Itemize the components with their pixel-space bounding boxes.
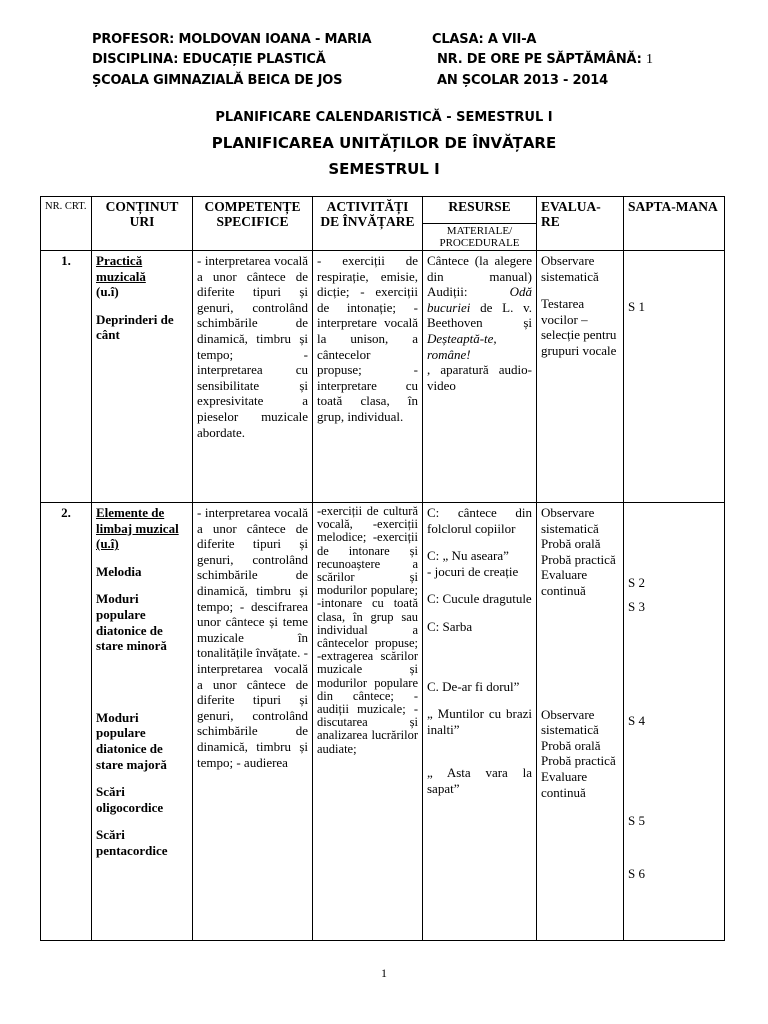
- row-number: 2.: [41, 503, 92, 941]
- continut-cell: [92, 503, 193, 941]
- table-row: [41, 503, 725, 941]
- activitati-cell: -exerciții de cultură vocală, -exerciții melodice; -exerciții de intonare și recunoaștere a scărilor și modurilor populare; -intonare cu toată clasa, în grup sau individual a cântecelor propuse; -extragerea scărilor muzicale și modurilor populare din cântece; - audiții muzicale; -discutarea și analizarea lucrărilor audiate;: [313, 503, 423, 941]
- title-semestrul: SEMESTRUL I: [328, 160, 440, 178]
- disciplina-line: DISCIPLINA: EDUCAȚIE PLASTICĂ: [92, 52, 326, 67]
- continut-title: Practică muzicală: [96, 253, 146, 284]
- saptamana-text: S 3: [628, 598, 645, 614]
- continut-item: Moduri populare diatonice de stare minoră: [96, 591, 167, 654]
- saptamana-cell: [624, 503, 725, 941]
- evaluare-cell: [537, 503, 624, 941]
- resurse-item: C: Cucule dragutule: [427, 591, 532, 607]
- resurse-item: C: Sarba: [427, 618, 473, 634]
- resurse-text: Deșteaptă-te, române!: [427, 330, 497, 362]
- header-resurse: RESURSE: [423, 197, 537, 224]
- header-evaluare: EVALUA-RE: [537, 197, 624, 251]
- nr-ore-line: [437, 52, 653, 68]
- title-planificarea-unitatilor: PLANIFICAREA UNITĂȚILOR DE ÎNVĂȚARE: [211, 134, 557, 152]
- resurse-item: C. De-ar fi dorul”: [427, 678, 520, 694]
- saptamana-text: S 4: [628, 713, 645, 729]
- profesor-line: PROFESOR: MOLDOVAN IOANA - MARIA: [92, 32, 372, 47]
- header-competente: COMPETENȚE SPECIFICE: [193, 197, 313, 251]
- header-activitati: ACTIVITĂȚI DE ÎNVĂȚARE: [313, 197, 423, 251]
- competente-cell: - interpretarea vocală a unor cântece de diferite tipuri și genuri, controlând schimbările de dinamică, timbru și tempo; - descifrarea unor cântece și teme muzicale în tonalitățile învățate. - interpretarea vocală a unor cântece de diferite tipuri și genuri, controlând schimbările de dinamică, timbru și tempo; - audierea: [193, 503, 313, 941]
- header-nr-crt: NR. CRT.: [41, 197, 92, 251]
- title-planificare-calendaristica: PLANIFICARE CALENDARISTICĂ - SEMESTRUL I: [215, 110, 553, 125]
- resurse-item: „ Muntilor cu brazi inalti”: [427, 706, 532, 737]
- continut-cell: [92, 251, 193, 503]
- continut-item: Scări oligocordice: [96, 784, 164, 815]
- header-materiale: MATERIALE/ PROCEDURALE: [423, 224, 537, 251]
- nr-ore-value: 1: [645, 52, 653, 67]
- continut-ui: (u.î): [96, 284, 119, 300]
- header-continuturi: CONȚINUT URI: [92, 197, 193, 251]
- saptamana-text: S 5: [628, 812, 645, 828]
- planning-table: [40, 196, 725, 941]
- resurse-text: de L. v. Beethoven și: [427, 299, 532, 331]
- saptamana-text: S 1: [628, 299, 645, 314]
- resurse-text: Audiții:: [427, 284, 468, 300]
- saptamana-cell: [624, 251, 725, 503]
- resurse-item: „ Asta vara la sapat”: [427, 765, 532, 796]
- resurse-item: C: „ Nu aseara”: [427, 548, 509, 564]
- resurse-item: - jocuri de creație: [427, 563, 519, 579]
- row-number: 1.: [41, 251, 92, 503]
- evaluare-text: Observare sistematică Probă orală Probă practică Evaluare continuă: [541, 505, 616, 598]
- table-header-row: [41, 197, 725, 224]
- an-scolar-line: AN ȘCOLAR 2013 - 2014: [437, 73, 608, 88]
- header-saptamana: SAPTA-MANA: [624, 197, 725, 251]
- table-row: [41, 251, 725, 503]
- nr-ore-label: NR. DE ORE PE SĂPTĂMÂNĂ:: [437, 52, 642, 67]
- resurse-cell: [423, 503, 537, 941]
- resurse-cell: [423, 251, 537, 503]
- evaluare-text: Observare sistematică: [541, 253, 599, 284]
- scoala-line: ȘCOALA GIMNAZIALĂ BEICA DE JOS: [92, 73, 343, 88]
- continut-item: Moduri populare diatonice de stare majoră: [96, 709, 167, 772]
- activitati-cell: - exerciții de respirație, emisie, dicție; - exerciții de intonație; - interpretare vocală la unison, a cântecelor propuse; - interpretare cu toată clasa, în grup, individual.: [313, 251, 423, 503]
- continut-item: Melodia: [96, 563, 142, 579]
- resurse-item: C: cântece din folclorul copiilor: [427, 505, 532, 536]
- evaluare-cell: [537, 251, 624, 503]
- evaluare-text: Observare sistematică Probă orală Probă practică Evaluare continuă: [541, 706, 616, 800]
- resurse-text: Odă bucuriei: [427, 284, 532, 315]
- competente-cell: - interpretarea vocală a unor cântece de diferite tipuri și genuri, controlând schimbările de dinamică, timbru și tempo; - interpretarea cu sensibilitate și expresivitate a pieselor muzicale abordate.: [193, 251, 313, 503]
- page-number: 1: [381, 966, 387, 980]
- clasa-line: CLASA: A VII-A: [432, 32, 537, 47]
- resurse-text: Cântece (la alegere din manual): [427, 253, 532, 284]
- saptamana-text: S 6: [628, 866, 645, 882]
- resurse-text: , aparatură audio-video: [427, 362, 532, 393]
- continut-sub: Deprinderi de cânt: [96, 311, 174, 343]
- evaluare-text: Testarea vocilor – selecție pentru grupuri vocale: [541, 296, 617, 358]
- continut-title: Elemente de limbaj muzical (u.î): [96, 505, 179, 552]
- continut-item: Scări pentacordice: [96, 827, 168, 858]
- saptamana-text: S 2: [628, 575, 645, 590]
